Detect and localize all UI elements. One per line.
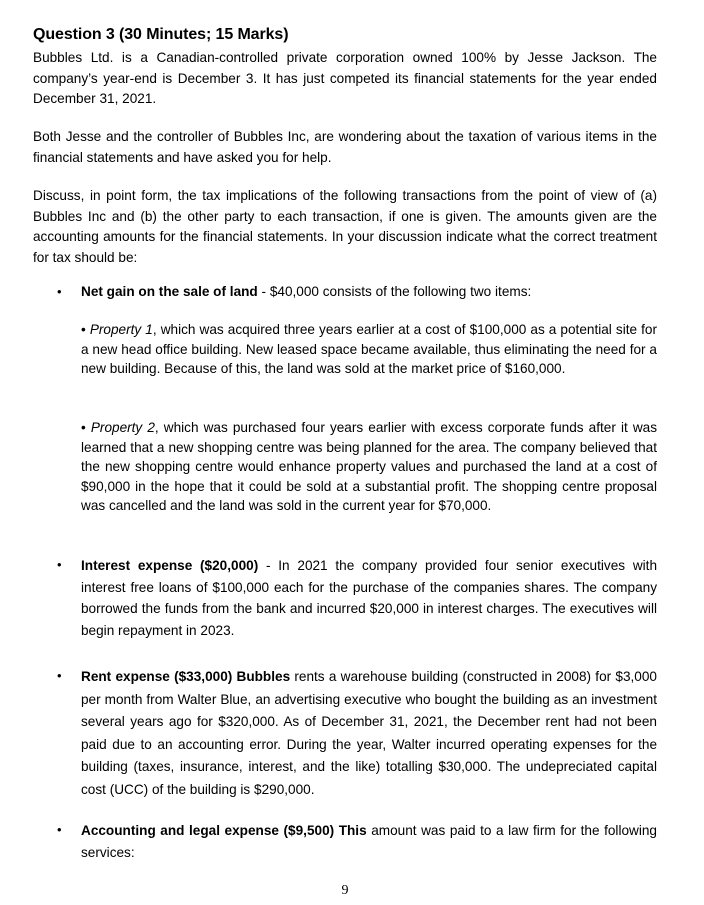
sub-item-title: Property 2 xyxy=(90,420,155,435)
item-text: - In 2021 the company provided four senior executives with interest free loans of $100,000 each for the purchase of the companies shares. The company borrowed the funds from the bank and incurred $20,000 in interest charges. The executives will begin repayment in 2023. xyxy=(81,558,657,638)
list-item-accounting-legal xyxy=(81,820,657,864)
list-item-land-sale xyxy=(81,282,657,302)
bullet-icon: • xyxy=(57,557,62,572)
item-title: Accounting and legal expense ($9,500) This xyxy=(81,823,367,838)
bullet-icon: • xyxy=(57,284,62,299)
bullet-icon: • xyxy=(57,822,62,837)
list-item-rent-expense xyxy=(81,666,657,802)
item-text: - $40,000 consists of the following two items: xyxy=(257,284,532,299)
sub-item-property-1 xyxy=(81,320,657,379)
sub-item-text: , which was purchased four years earlier with excess corporate funds after it was learned that a new shopping centre was being planned for the area. The company believed that the new shopping centre would enhance property values and purchased the land at a cost of $90,000 in the hope that it could be sold at a substantial profit. The shopping centre proposal was cancelled and the land was sold in the current year for $70,000. xyxy=(81,420,658,513)
list-item-interest-expense xyxy=(81,555,657,641)
question-heading: Question 3 (30 Minutes; 15 Marks) xyxy=(33,26,289,43)
sub-bullet-icon: • xyxy=(81,322,90,337)
sub-item-title: Property 1 xyxy=(89,322,153,337)
item-title: Interest expense ($20,000) xyxy=(81,558,259,573)
sub-bullet-icon: • xyxy=(81,420,91,435)
item-title: Rent expense ($33,000) Bubbles xyxy=(81,669,291,684)
item-text: rents a warehouse building (constructed in 2008) for $3,000 per month from Walter Blue, an advertising executive who bought the building as an investment several years ago for $320,000. As of December 31, 2021, the December rent had not been paid due to an accounting error. During the year, Walter incurred operating expenses for the building (taxes, insurance, interest, and the like) totalling $30,000. The undepreciated capital cost (UCC) of the building is $290,000. xyxy=(81,669,657,797)
bullet-icon: • xyxy=(57,668,62,683)
item-title: Net gain on the sale of land xyxy=(81,284,258,299)
request-paragraph: Both Jesse and the controller of Bubbles Inc, are wondering about the taxation of various items in the financial statements and have asked you for help. xyxy=(33,129,657,165)
item-text: amount was paid to a law firm for the following services: xyxy=(81,823,657,860)
sub-item-property-2 xyxy=(81,418,657,516)
instructions-paragraph: Discuss, in point form, the tax implications of the following transactions from the point of view of (a) Bubbles Inc and (b) the other party to each transaction, if one is given. The amounts given are the accounting amounts for the financial statements. In your discussion indicate what the correct treatment for tax should be: xyxy=(33,188,657,265)
sub-item-text: , which was acquired three years earlier at a cost of $100,000 as a potential site for a new head office building. New leased space became available, thus eliminating the need for a new building. Because of this, the land was sold at the market price of $160,000. xyxy=(81,322,657,376)
intro-paragraph: Bubbles Ltd. is a Canadian-controlled private corporation owned 100% by Jesse Jackson. The company’s year-end is December 3. It has just competed its financial statements for the year ended December 31, 2021. xyxy=(33,50,657,106)
page-number: 9 xyxy=(341,883,349,898)
